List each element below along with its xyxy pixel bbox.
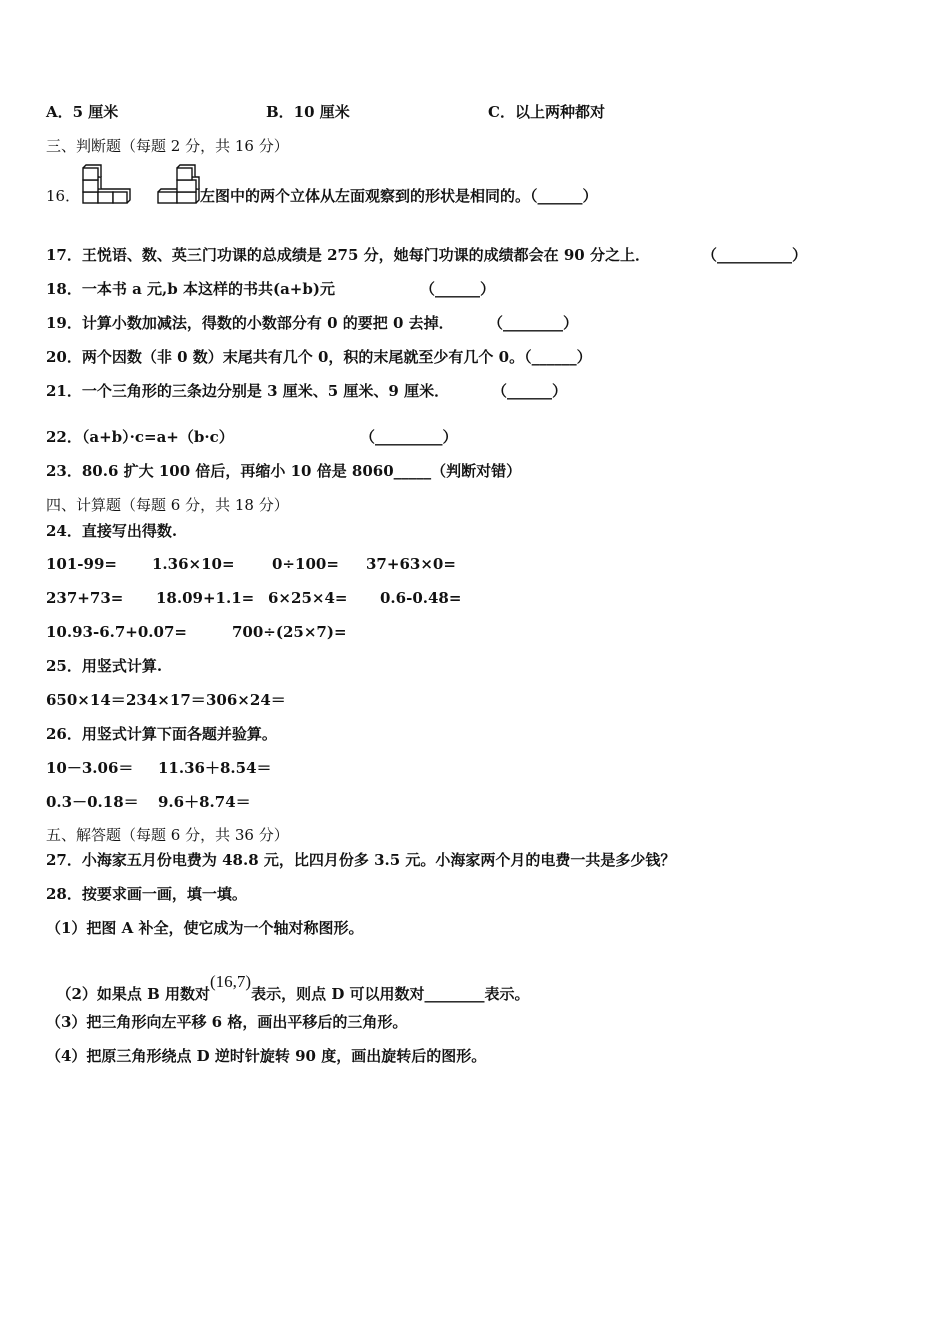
q24-item: 10.93-6.7+0.07= xyxy=(46,623,187,641)
section-title-calculation: 四、计算题（每题 6 分，共 18 分） xyxy=(46,496,289,514)
section-title-judgment: 三、判断题（每题 2 分，共 16 分） xyxy=(46,137,289,155)
q25-text: 25．用竖式计算. xyxy=(46,657,163,675)
cube-figure-right xyxy=(155,162,201,206)
q17-text: 17．王悦语、数、英三门功课的总成绩是 275 分，她每门功课的成绩都会在 90 分之上． xyxy=(46,246,650,264)
q28-part2-after: 表示，则点 D 可以用数对________表示。 xyxy=(251,985,530,1003)
q18-text: 18．一本书 a 元,b 本这样的书共(a+b)元 xyxy=(46,280,335,298)
coordinate-pair: (16,7) xyxy=(210,972,252,991)
q24-item: 6×25×4= xyxy=(268,589,348,607)
q23-text: 23．80.6 扩大 100 倍后，再缩小 10 倍是 8060_____（判断对错） xyxy=(46,462,522,480)
q26-item: 9.6＋8.74＝ xyxy=(158,793,251,811)
q20-text: 20．两个因数（非 0 数）末尾共有几个 0，积的末尾就至少有几个 0。（______） xyxy=(46,348,592,366)
q16-number: 16． xyxy=(46,187,81,205)
q17-blank[interactable]: （__________） xyxy=(702,246,808,264)
q25-item: 234×17＝ xyxy=(126,691,206,709)
q28-part1: （1）把图 A 补全，使它成为一个轴对称图形。 xyxy=(46,919,364,937)
q25-item: 306×24＝ xyxy=(206,691,286,709)
q24-item: 0.6-0.48= xyxy=(380,589,462,607)
option-c: C．以上两种都对 xyxy=(488,103,605,121)
q24-item: 237+73= xyxy=(46,589,124,607)
section-title-answers: 五、解答题（每题 6 分，共 36 分） xyxy=(46,826,289,844)
q28-text: 28．按要求画一画，填一填。 xyxy=(46,885,247,903)
q24-item: 18.09+1.1= xyxy=(156,589,255,607)
q24-item: 0÷100= xyxy=(272,555,339,573)
option-a: A．5 厘米 xyxy=(46,103,119,121)
q28-part4: （4）把原三角形绕点 D 逆时针旋转 90 度，画出旋转后的图形。 xyxy=(46,1047,487,1065)
q26-text: 26．用竖式计算下面各题并验算。 xyxy=(46,725,277,743)
q24-item: 101-99= xyxy=(46,555,117,573)
q24-text: 24．直接写出得数. xyxy=(46,522,178,540)
q21-blank[interactable]: （______） xyxy=(492,382,568,400)
q24-item: 1.36×10= xyxy=(152,555,235,573)
q28-part2-before: （2）如果点 B 用数对 xyxy=(56,985,211,1003)
q27-text: 27．小海家五月份电费为 48.8 元，比四月份多 3.5 元。小海家两个月的电费一共是多少钱？ xyxy=(46,851,676,869)
option-b: B．10 厘米 xyxy=(266,103,350,121)
q26-item: 10－3.06＝ xyxy=(46,759,134,777)
q22-text: 22．（a+b）·c=a+（b·c） xyxy=(46,428,234,446)
q28-part2 xyxy=(46,964,530,1004)
q21-text: 21．一个三角形的三条边分别是 3 厘米、5 厘米、9 厘米． xyxy=(46,382,450,400)
q26-item: 0.3－0.18＝ xyxy=(46,793,139,811)
q26-item: 11.36＋8.54＝ xyxy=(158,759,272,777)
q16-text: 左图中的两个立体从左面观察到的形状是相同的。（______） xyxy=(200,187,598,205)
q24-item: 37+63×0= xyxy=(366,555,456,573)
q18-blank[interactable]: （______） xyxy=(420,280,496,298)
cube-figure-left xyxy=(80,162,132,206)
q28-part3: （3）把三角形向左平移 6 格，画出平移后的三角形。 xyxy=(46,1013,408,1031)
q25-item: 650×14＝ xyxy=(46,691,126,709)
q22-blank[interactable]: （_________） xyxy=(360,428,458,446)
q19-text: 19．计算小数加减法，得数的小数部分有 0 的要把 0 去掉． xyxy=(46,314,454,332)
q24-item: 700÷(25×7)= xyxy=(232,623,347,641)
q19-blank[interactable]: （________） xyxy=(488,314,579,332)
